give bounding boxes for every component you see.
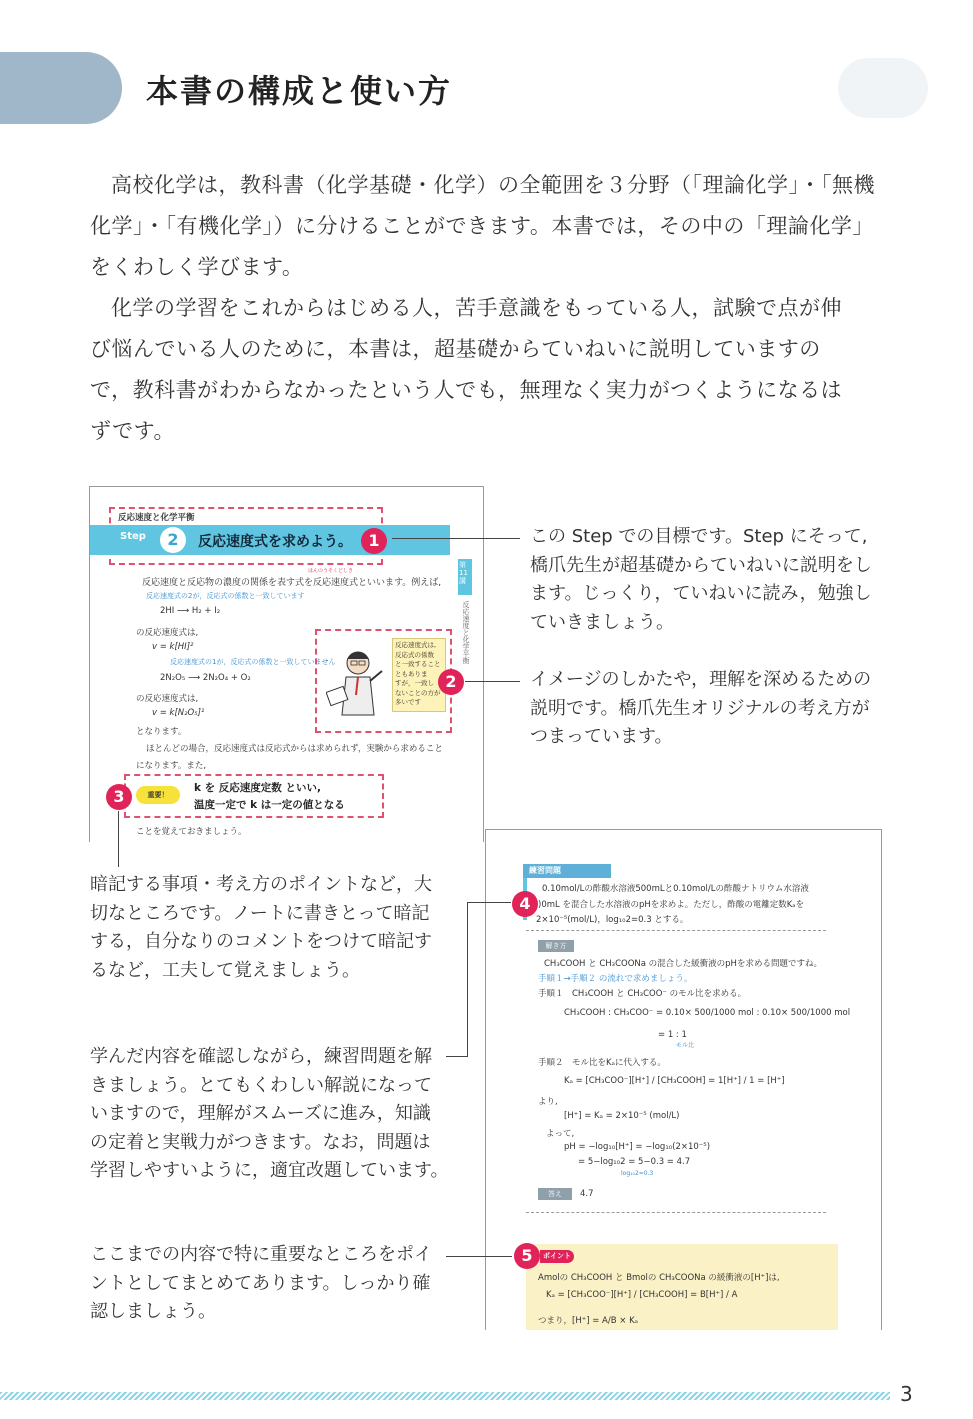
callout-marker-4: 4 (512, 891, 538, 917)
callout-marker-3: 3 (106, 784, 132, 810)
description-line: の定着と実戦力がつきます。なお，問題は (90, 1131, 431, 1153)
body-line: になります。また, (136, 761, 207, 771)
solution-label: 解き方 (538, 940, 574, 952)
description-line: るなど，工夫して覚えましょう。 (90, 959, 360, 981)
description-1 (530, 523, 890, 637)
leader-line-5 (446, 1256, 512, 1257)
solution-line: 手順２ モル比をKₐに代入する。 (538, 1058, 666, 1068)
leader-line-1 (392, 538, 520, 539)
key-point-line: 温度一定で k は一定の値となる (194, 799, 345, 811)
callout-marker-1: 1 (361, 528, 387, 554)
solution-line: より, (538, 1097, 558, 1107)
speech-bubble (392, 638, 446, 712)
question-line: )0mL を混合した水溶液のpHを求めよ。ただし，酢酸の電離定数Kₐを (538, 900, 805, 910)
solution-note: モル比 (676, 1042, 695, 1049)
point-label: ポイント (540, 1250, 574, 1263)
body-line: となります。 (136, 727, 187, 737)
bubble-line: ないことの方が (395, 688, 441, 697)
step-number: 2 (160, 527, 186, 553)
equation: 2HI ⟶ H₂ + I₂ (160, 606, 221, 616)
teacher-illustration (326, 645, 386, 721)
bubble-line: すが，一致し (395, 679, 434, 687)
bubble-line: 多いです (395, 698, 421, 706)
solution-note: log₁₀2=0.3 (621, 1170, 654, 1177)
description-line: 説明です。橋爪先生オリジナルの考え方が (530, 697, 870, 719)
solution-line: よって, (546, 1129, 575, 1139)
intro-text (90, 165, 890, 452)
description-2 (530, 666, 890, 752)
question-line: 2×10⁻⁵(mol/L)，log₁₀2=0.3 とする。 (536, 915, 689, 925)
bubble-line: ともありま (395, 669, 428, 678)
intro-line: をくわしく学びます。 (90, 255, 304, 279)
intro-line: で，教科書がわからなかったという人でも，無理なく実力がつくようになるは (90, 378, 843, 402)
intro-line: び悩んでいる人のために，本書は，超基礎からていねいに説明していますの (90, 337, 821, 361)
callout-marker-5: 5 (514, 1243, 540, 1269)
solution-line: [H⁺] = Kₐ = 2×10⁻⁵ (mol/L) (564, 1111, 680, 1121)
equation: v = k[HI]² (152, 642, 194, 652)
solution-line: CH₃COOH と CH₃COONa の混合した緩衝液のpHを求める問題ですね。 (544, 959, 822, 969)
description-line: ントとしてまとめてあります。しっかり確 (90, 1272, 431, 1294)
sample-page-practice (485, 829, 882, 1330)
point-line: Amolの CH₃COOH と Bmolの CH₃COONa の緩衝液の[H⁺]は, (538, 1273, 780, 1283)
body-line: の反応速度式は, (136, 694, 199, 704)
divider (526, 1212, 826, 1213)
description-line: いますので，理解がスムーズに進み，知識 (90, 1103, 431, 1124)
question-line: 0.10mol/Lの酢酸水溶液500mLと0.10mol/Lの酢酸ナトリウム水溶液 (542, 884, 809, 894)
footer-stripe (0, 1392, 890, 1400)
step-title: 反応速度式を求めよう。 (198, 534, 352, 550)
practice-header: 練習問題 (523, 864, 611, 878)
description-3 (90, 871, 450, 985)
description-5 (90, 1241, 450, 1327)
description-line: 学習しやすいように，適宜改題しています。 (90, 1160, 449, 1181)
step-label: Step (120, 531, 146, 542)
body-line: ほとんどの場合，反応速度式は反応式からは求められず，実験から求めること (146, 744, 443, 754)
solution-line: 手順１ CH₃COOH と CH₃COO⁻ のモル比を求める。 (538, 989, 747, 999)
annotation-note: 反応速度式の2が，反応式の係数と一致しています (146, 592, 305, 600)
intro-line: 化学」・「有機化学」）に分けることができます。本書では，その中の「理論化学」 (90, 214, 874, 238)
solution-line: CH₃COOH : CH₃COO⁻ = 0.10× 500/1000 mol : 0.10× 500/1000 mol (564, 1008, 851, 1018)
leader-line-2 (465, 681, 520, 682)
solution-line: = 5−log₁₀2 = 5−0.3 = 4.7 (578, 1157, 691, 1167)
description-line: 暗記する事項・考え方のポイントなど，大 (90, 874, 432, 895)
bubble-line: と一致すること (395, 660, 441, 668)
description-line: この Step での目標です。Step にそって, (530, 526, 868, 547)
description-line: きましょう。とてもくわしい解説になって (90, 1074, 432, 1096)
description-line: ていきましょう。 (530, 611, 674, 633)
header-accent-bar (0, 52, 122, 124)
description-line: 認しましょう。 (90, 1301, 216, 1322)
body-line: の反応速度式は, (136, 628, 199, 638)
body-line: ことを覚えておきましょう。 (136, 827, 247, 837)
description-line: ます。じっくり，ていねいに読み，勉強し (530, 583, 872, 604)
solution-line: pH = −log₁₀[H⁺] = −log₁₀(2×10⁻⁵) (564, 1142, 711, 1152)
equation: v = k[N₂O₅]¹ (152, 708, 205, 718)
answer-label: 答え (538, 1188, 572, 1200)
description-line: する，自分なりのコメントをつけて暗記す (90, 931, 432, 952)
leader-line-4-top (467, 902, 511, 903)
description-line: 学んだ内容を確認しながら，練習問題を解 (90, 1046, 432, 1067)
point-line: つまり，[H⁺] = A/B × Kₐ (538, 1316, 638, 1326)
description-line: 切なところです。ノートに書きとって暗記 (90, 902, 430, 924)
page-number: 3 (900, 1382, 913, 1406)
description-line: イメージのしかたや，理解を深めるための (530, 669, 872, 690)
intro-line: ずです。 (90, 419, 175, 443)
solution-line: = 1 : 1 (658, 1030, 687, 1040)
important-badge: 重要！ (136, 786, 180, 804)
body-line: 反応速度と反応物の濃度の関係を表す式を反応速度式といいます。例えば, (142, 578, 442, 588)
bubble-line: 反応速度式は, (395, 641, 437, 649)
intro-line: 高校化学は，教科書（化学基礎・化学）の全範囲を３分野（「理論化学」・「無機 (111, 173, 875, 197)
leader-line-3 (118, 811, 119, 867)
description-line: 橋爪先生が超基礎からていねいに説明をし (530, 554, 872, 576)
key-point-line: k を 反応速度定数 といい, (194, 782, 321, 794)
chapter-side-text: 反応速度と化学平衡 (462, 601, 470, 664)
description-4 (90, 1043, 450, 1186)
answer-value: 4.7 (580, 1189, 594, 1199)
ruby-text: はんのうそくどしき (308, 568, 354, 574)
intro-line: 化学の学習をこれからはじめる人，苦手意識をもっている人，試験で点が伸 (111, 296, 842, 320)
header-faint-shape (838, 58, 928, 118)
divider (526, 930, 826, 931)
description-line: ここまでの内容で特に重要なところをポイ (90, 1244, 432, 1265)
solution-line: Kₐ = [CH₃COO⁻][H⁺] / [CH₃COOH] = 1[H⁺] / 1 = [H⁺] (564, 1076, 785, 1086)
annotation-note: 反応速度式の1が，反応式の係数と一致していません (170, 658, 336, 666)
leader-line-4 (467, 902, 468, 1056)
callout-marker-2: 2 (438, 669, 464, 695)
description-line: つまっています。 (530, 726, 673, 747)
sample-page-step (89, 486, 484, 842)
equation: 2N₂O₅ ⟶ 2N₂O₄ + O₂ (160, 673, 251, 683)
section-label: 反応速度と化学平衡 (118, 513, 195, 523)
solution-line: 手順１→手順２ の流れで求めましょう。 (538, 974, 693, 984)
page-title: 本書の構成と使い方 (146, 72, 453, 110)
point-line: Kₐ = [CH₃COO⁻][H⁺] / [CH₃COOH] = B[H⁺] / A (546, 1290, 738, 1300)
chapter-number: 第11講 (459, 561, 468, 585)
bubble-line: 反応式の係数 (395, 650, 434, 659)
